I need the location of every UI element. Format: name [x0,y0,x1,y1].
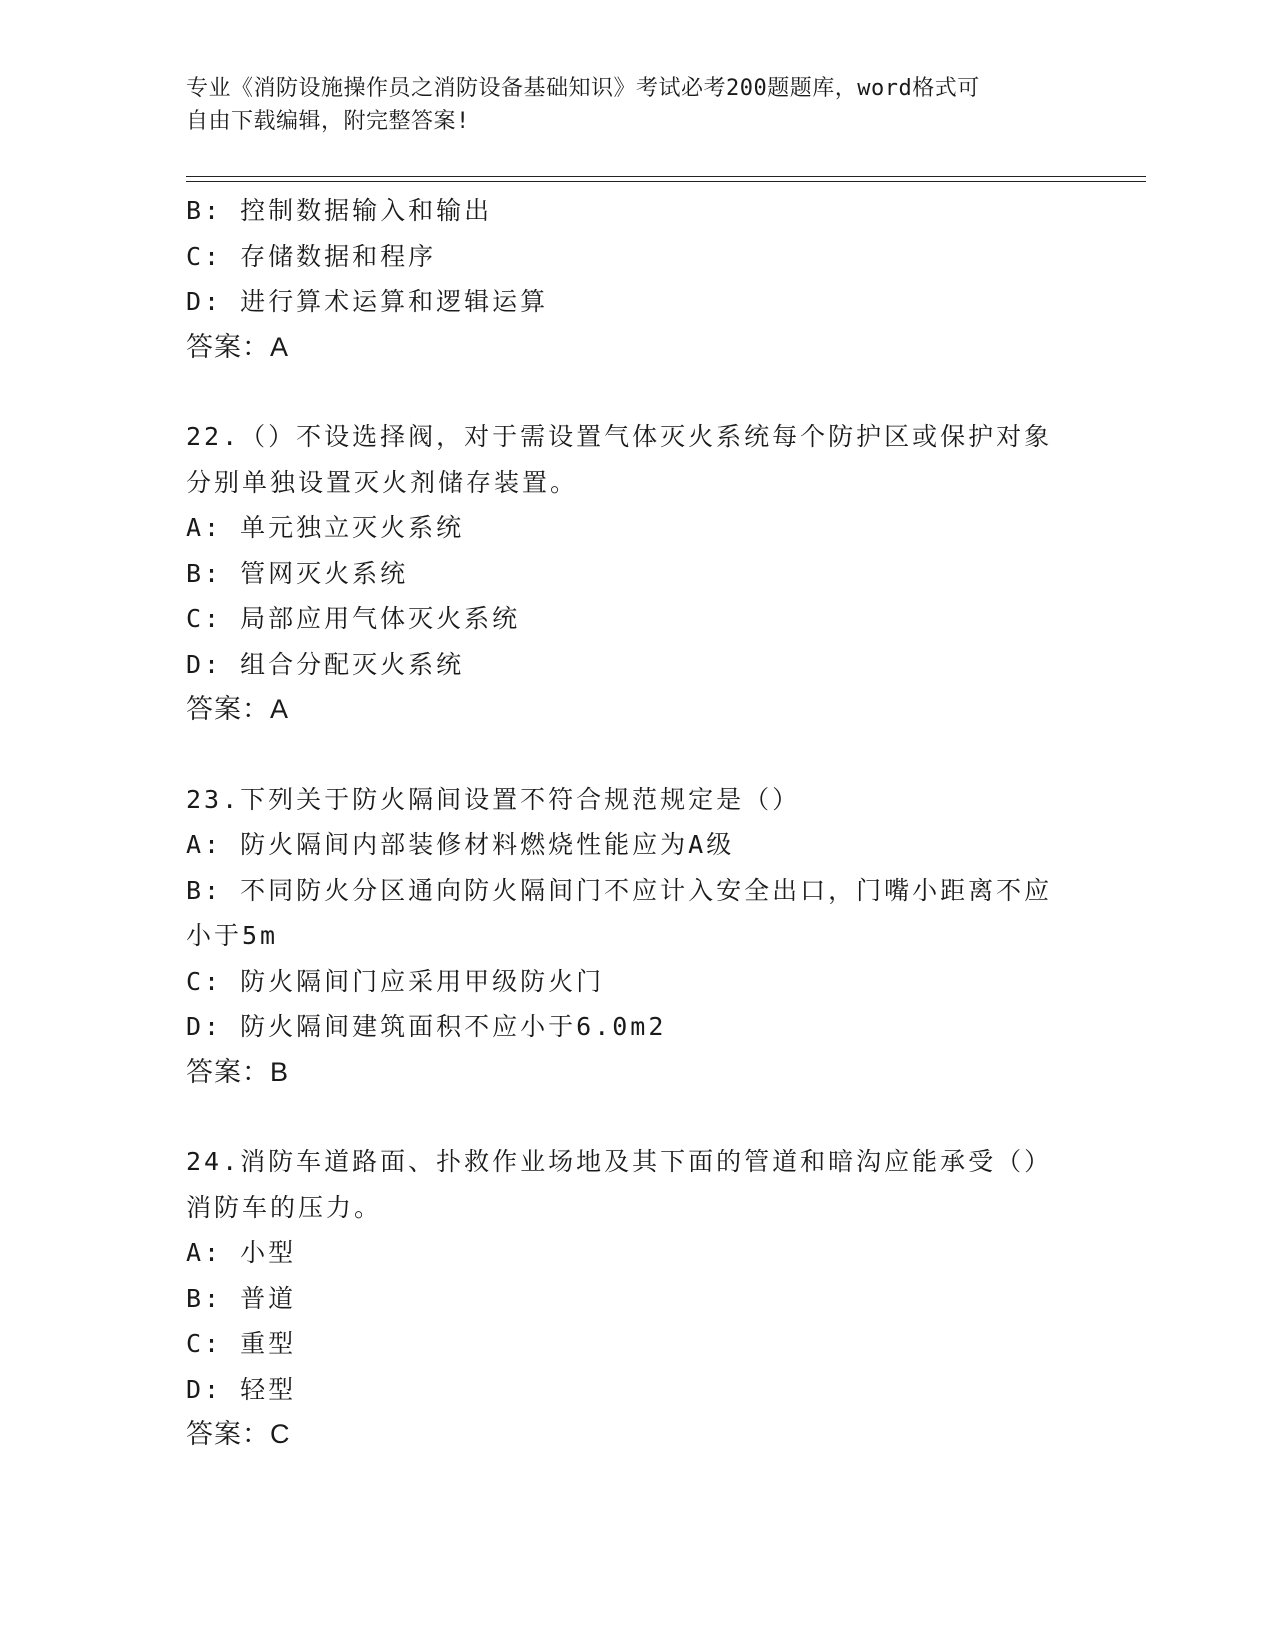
option-d: D: 组合分配灭火系统 [186,649,465,679]
option-c: C: 重型 [186,1329,297,1358]
question-21-tail [186,188,1086,370]
option-a: A: 单元独立灭火系统 [186,513,465,542]
header-line-2: 自由下载编辑，附完整答案! [186,109,470,134]
option-b: B: 管网灭火系统 [186,558,409,588]
question-22 [186,414,1086,733]
question-text: 22.（）不设选择阀，对于需设置气体灭火系统每个防护区或保护对象 [186,422,1053,451]
option-a: A: 防火隔间内部装修材料燃烧性能应为A级 [186,830,735,859]
option-c: C: 局部应用气体灭火系统 [186,604,521,633]
option-b: B: 普道 [186,1283,297,1313]
option-d: D: 防火隔间建筑面积不应小于6.0m2 [186,1012,667,1041]
option-b-continued: 小于5m [186,921,279,950]
answer: 答案：C [186,1419,291,1449]
document-header [186,72,1086,138]
header-line-1: 专业《消防设施操作员之消防设备基础知识》考试必考200题题库，word格式可 [186,76,980,101]
answer: 答案：A [186,331,290,362]
option-a: A: 小型 [186,1238,297,1267]
spacer [186,1095,1086,1139]
spacer [186,370,1086,414]
question-text: 24.消防车道路面、扑救作业场地及其下面的管道和暗沟应能承受（） [186,1147,1053,1176]
option-c: C: 防火隔间门应采用甲级防火门 [186,966,605,996]
question-text: 分别单独设置灭火剂储存装置。 [186,467,579,497]
answer: 答案：B [186,1056,290,1087]
option-c: C: 存储数据和程序 [186,241,437,271]
option-d: D: 轻型 [186,1374,297,1404]
header-rule-top [186,176,1146,177]
question-list [186,188,1086,1458]
question-text: 消防车的压力。 [186,1192,383,1222]
option-b: B: 控制数据输入和输出 [186,196,493,225]
question-text: 23.下列关于防火隔间设置不符合规范规定是（） [186,784,801,814]
option-d: D: 进行算术运算和逻辑运算 [186,287,549,316]
option-b: B: 不同防火分区通向防火隔间门不应计入安全出口，门嘴小距离不应 [186,875,1053,905]
question-24 [186,1139,1086,1458]
spacer [186,733,1086,777]
answer: 答案：A [186,694,290,724]
header-rule-bottom [186,181,1146,182]
question-23 [186,777,1086,1096]
